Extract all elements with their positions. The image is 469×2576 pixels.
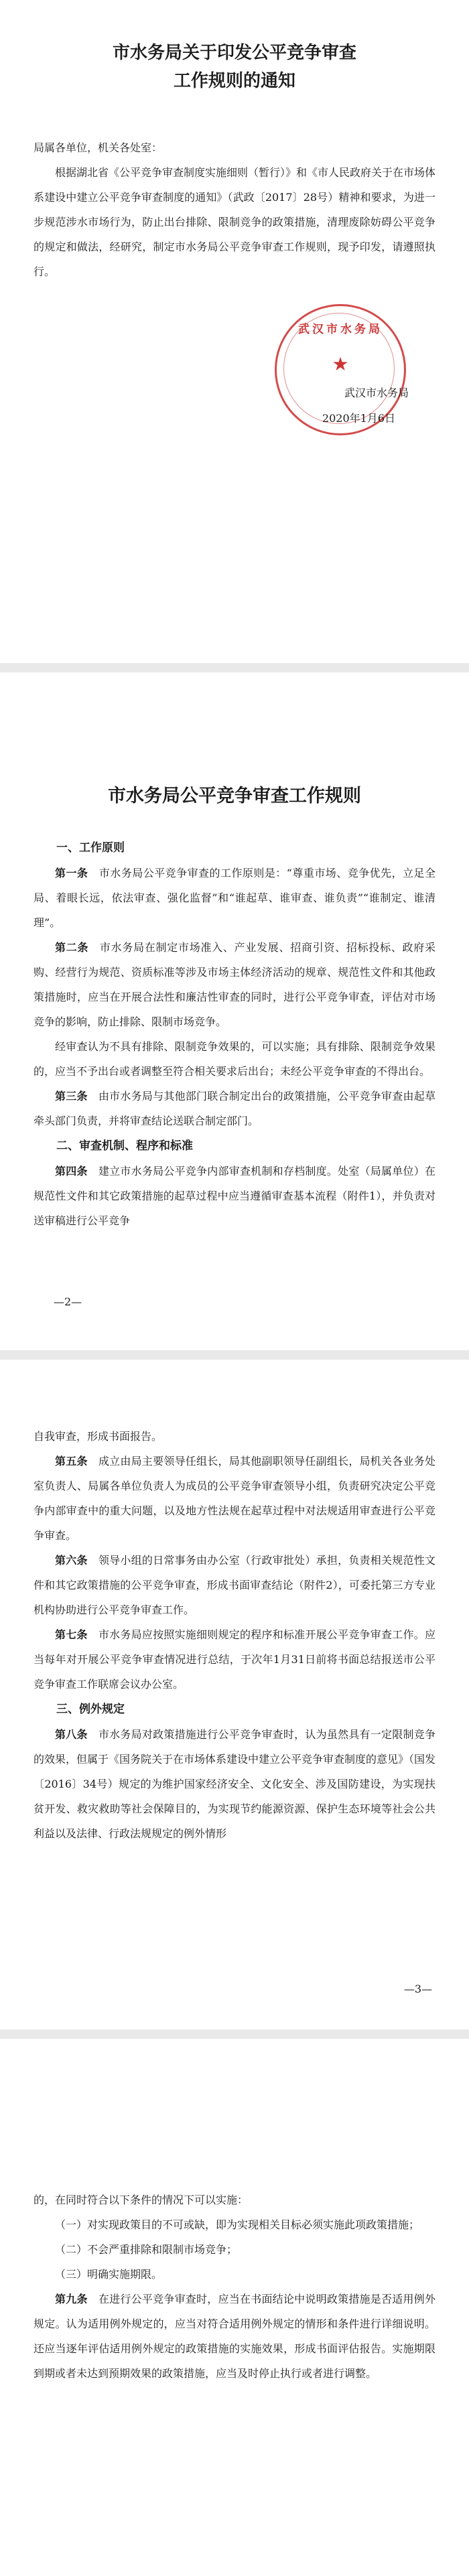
rules-title: 市水务局公平竞争审查工作规则	[108, 786, 361, 806]
article-3: 第三条 由市水务局与其他部门联合制定出台的政策措施，公平竞争审查由起草牵头部门负责，并将审查结论送联合制定部门。	[34, 1090, 436, 1127]
article-7: 第七条 市水务局应按照实施细则规定的程序和标准开展公平竞争审查工作。应当每年对开展公平竞争审查情况进行总结，于次年1月31日前将书面总结报送市公平竞争审查工作联席会议办公室。	[34, 1628, 436, 1691]
seal-text: 武汉市水务局	[298, 323, 383, 336]
rules-page-3	[0, 1360, 469, 2029]
condition-1: （一）对实现政策目的不可或缺，即为实现相关目标必须实施此项政策措施；	[55, 2218, 420, 2231]
article-5: 第五条 成立由局主要领导任组长，局其他副职领导任副组长，局机关各业务处室负责人、局属各单位负责人为成员的公平竞争审查领导小组，负责研究决定公平竞争内部审查中的重大问题，以及地方性法规在起草过程中对法规适用审查进行公平竞争审查。	[34, 1455, 436, 1542]
signature-area	[34, 284, 436, 445]
section-heading-2: 二、审查机制、程序和标准	[56, 1139, 193, 1153]
article-2: 第二条 市水务局在制定市场准入、产业发展、招商引资、招标投标、政府采购、经营行为规范、资质标准等涉及市场主体经济活动的规章、规范性文件和其他政策措施时，应当在开展合法性和廉洁性审查的同时，进行公平竞争审查，评估对市场竞争的影响，防止排除、限制市场竞争。	[34, 941, 436, 1028]
article-8-continued: 的，在同时符合以下条件的情况下可以实施：	[34, 2194, 249, 2206]
condition-3: （三）明确实施期限。	[55, 2268, 163, 2281]
article-4-continued: 自我审查，形成书面报告。	[34, 1430, 163, 1443]
article-9: 第九条 在进行公平竞争审查时，应当在书面结论中说明政策措施是否适用例外规定。认为适用例外规定的，应当对符合适用例外规定的情形和条件进行详细说明。还应当逐年评估适用例外规定的政策措施的实施效果，形成书面评估报告。实施期限到期或者未达到预期效果的政策措施，应当及时停止执行或者进行调整。	[34, 2293, 436, 2380]
page-gap	[0, 1350, 469, 1360]
section-heading-1: 一、工作原则	[56, 841, 125, 855]
page-gap	[0, 663, 469, 672]
article-1: 第一条 市水务局公平竞争审查的工作原则是：“尊重市场、竞争优先，立足全局、着眼长远，依法审查、强化监督”和“谁起草、谁审查、谁负责”“谁制定、谁清理”。	[34, 867, 436, 929]
article-2-paragraph-2: 经审查认为不具有排除、限制竞争效果的，可以实施；具有排除、限制竞争效果的，应当不予出台或者调整至符合相关要求后出台；未经公平竞争审查的不得出台。	[34, 1040, 436, 1078]
notice-title-line2: 工作规则的通知	[173, 71, 295, 91]
section-heading-3: 三、例外规定	[56, 1703, 125, 1716]
star-icon: ★	[332, 353, 349, 375]
signature-date: 2020年1月6日	[322, 412, 395, 425]
rules-page-4	[0, 2039, 469, 2576]
page-number: —3—	[403, 1983, 432, 1995]
salutation: 局属各单位，机关各处室：	[34, 141, 163, 154]
article-6: 第六条 领导小组的日常事务由办公室（行政审批处）承担，负责相关规范性文件和其它政策措施的公平竞争审查，形成书面审查结论（附件2），可委托第三方专业机构协助进行公平竞争审查工作。	[34, 1554, 436, 1616]
page-number: —2—	[54, 1295, 82, 1308]
notice-page	[0, 0, 469, 663]
article-8: 第八条 市水务局对政策措施进行公平竞争审查时，认为虽然具有一定限制竞争的效果，但属于《国务院关于在市场体系建设中建立公平竞争审查制度的意见》（国发〔2016〕34号）规定的为维护国家经济安全、文化安全、涉及国防建设，为实现扶贫开发、救灾救助等社会保障目的，为实现节约能源资源、保护生态环境等社会公共利益以及法律、行政法规规定的例外情形	[34, 1728, 436, 1840]
notice-title-line1: 市水务局关于印发公平竞争审查	[112, 43, 356, 63]
article-4: 第四条 建立市水务局公平竞争内部审查机制和存档制度。处室（局属单位）在规范性文件和其它政策措施的起草过程中应当遵循审查基本流程（附件1），并负责对送审稿进行公平竞争	[34, 1165, 436, 1227]
rules-page-2	[0, 672, 469, 1350]
signature-unit: 武汉市水务局	[344, 386, 409, 399]
condition-2: （二）不会严重排除和限制市场竞争；	[55, 2243, 238, 2256]
notice-body: 根据湖北省《公平竞争审查制度实施细则（暂行）》和《市人民政府关于在市场体系建设中建立公平竞争审查制度的通知》（武政〔2017〕28号）精神和要求，为进一步规范涉水市场行为，防止出台排除、限制竞争的政策措施，清理废除妨碍公平竞争的规定和做法，经研究，制定市水务局公平竞争审查工作规则，现予印发，请遵照执行。	[34, 166, 436, 278]
page-gap	[0, 2029, 469, 2039]
